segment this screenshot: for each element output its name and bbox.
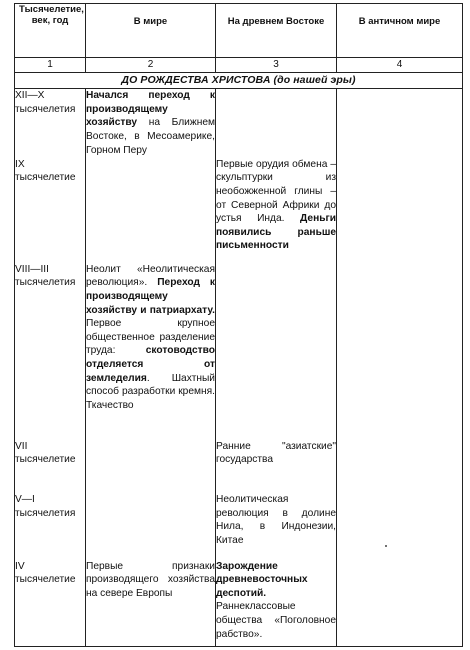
row-world-text xyxy=(86,440,216,494)
row-antique-text xyxy=(337,560,463,647)
header-row xyxy=(15,4,463,58)
column-number-2: 2 xyxy=(86,58,216,73)
header-antique: В античном мире xyxy=(337,4,463,58)
row-world-text xyxy=(86,263,216,440)
table-row xyxy=(15,158,463,263)
row-east-text xyxy=(216,493,337,560)
table-row xyxy=(15,263,463,440)
row-world-text xyxy=(86,89,216,158)
text-segment: Неолитическая революция в долине Нила, в Индонезии, Китае xyxy=(216,494,336,546)
row-world-text xyxy=(86,560,216,647)
row-world-text xyxy=(86,493,216,560)
row-period: VII тысячелетие xyxy=(15,440,86,494)
column-number-1: 1 xyxy=(15,58,86,73)
text-segment: Неолит «Неолитическая революция». xyxy=(86,263,215,289)
row-antique-text xyxy=(337,493,463,560)
scan-speck xyxy=(385,545,387,547)
row-antique-text xyxy=(337,263,463,440)
column-number-4: 4 xyxy=(337,58,463,73)
row-period: VIII—III тысячелетия xyxy=(15,263,86,440)
row-antique-text xyxy=(337,440,463,494)
row-east-text xyxy=(216,560,337,647)
text-segment: Первые признаки производящего хозяйства на севере Европы xyxy=(86,560,215,599)
table-row xyxy=(15,493,463,560)
row-period: XII—X тысячелетия xyxy=(15,89,86,158)
table-row xyxy=(15,440,463,494)
row-east-text xyxy=(216,89,337,158)
table-row xyxy=(15,560,463,647)
table-row xyxy=(15,89,463,158)
row-period: IV тысячелетие xyxy=(15,560,86,647)
text-segment: Первое крупное общественное разделение труда: xyxy=(86,318,215,357)
bold-text-segment: Зарождение древневосточных деспотий. xyxy=(216,560,308,599)
bold-text-segment: Начался переход к производящему хозяйству xyxy=(86,90,215,129)
row-world-text xyxy=(86,158,216,263)
text-segment: Ранние "азиатские" государства xyxy=(216,440,336,466)
column-number-3: 3 xyxy=(216,58,337,73)
text-segment: . Шахтный способ разработки кремня. Ткачество xyxy=(86,372,215,411)
row-period: IX тысячелетие xyxy=(15,158,86,263)
header-east: На древнем Востоке xyxy=(216,4,337,58)
section-row xyxy=(15,73,463,89)
bold-text-segment: Переход к производящему хозяйству и патриархату. xyxy=(86,277,216,316)
section-title: ДО РОЖДЕСТВА ХРИСТОВА (до нашей эры) xyxy=(15,73,463,89)
row-east-text xyxy=(216,263,337,440)
text-segment: Первые орудия обмена – скульптурки из необожженной глины – от Северной Африки до устья Инда. xyxy=(216,158,336,225)
column-number-row xyxy=(15,58,463,73)
row-east-text xyxy=(216,158,337,263)
row-antique-text xyxy=(337,89,463,158)
text-segment: Раннеклассовые общества «Поголовное рабство». xyxy=(216,601,336,640)
bold-text-segment: Деньги появились раньше письменности xyxy=(216,213,336,252)
header-world: В мире xyxy=(86,4,216,58)
header-period: Тысячелетие, век, год xyxy=(15,4,86,58)
row-antique-text xyxy=(337,158,463,263)
chronology-table xyxy=(14,3,463,647)
row-period: V—I тысячелетия xyxy=(15,493,86,560)
row-east-text xyxy=(216,440,337,494)
bold-text-segment: скотоводство отделяется от земледелия xyxy=(86,345,215,384)
text-segment: на Ближнем Востоке, в Месоамерике, Горном Перу xyxy=(86,117,215,156)
